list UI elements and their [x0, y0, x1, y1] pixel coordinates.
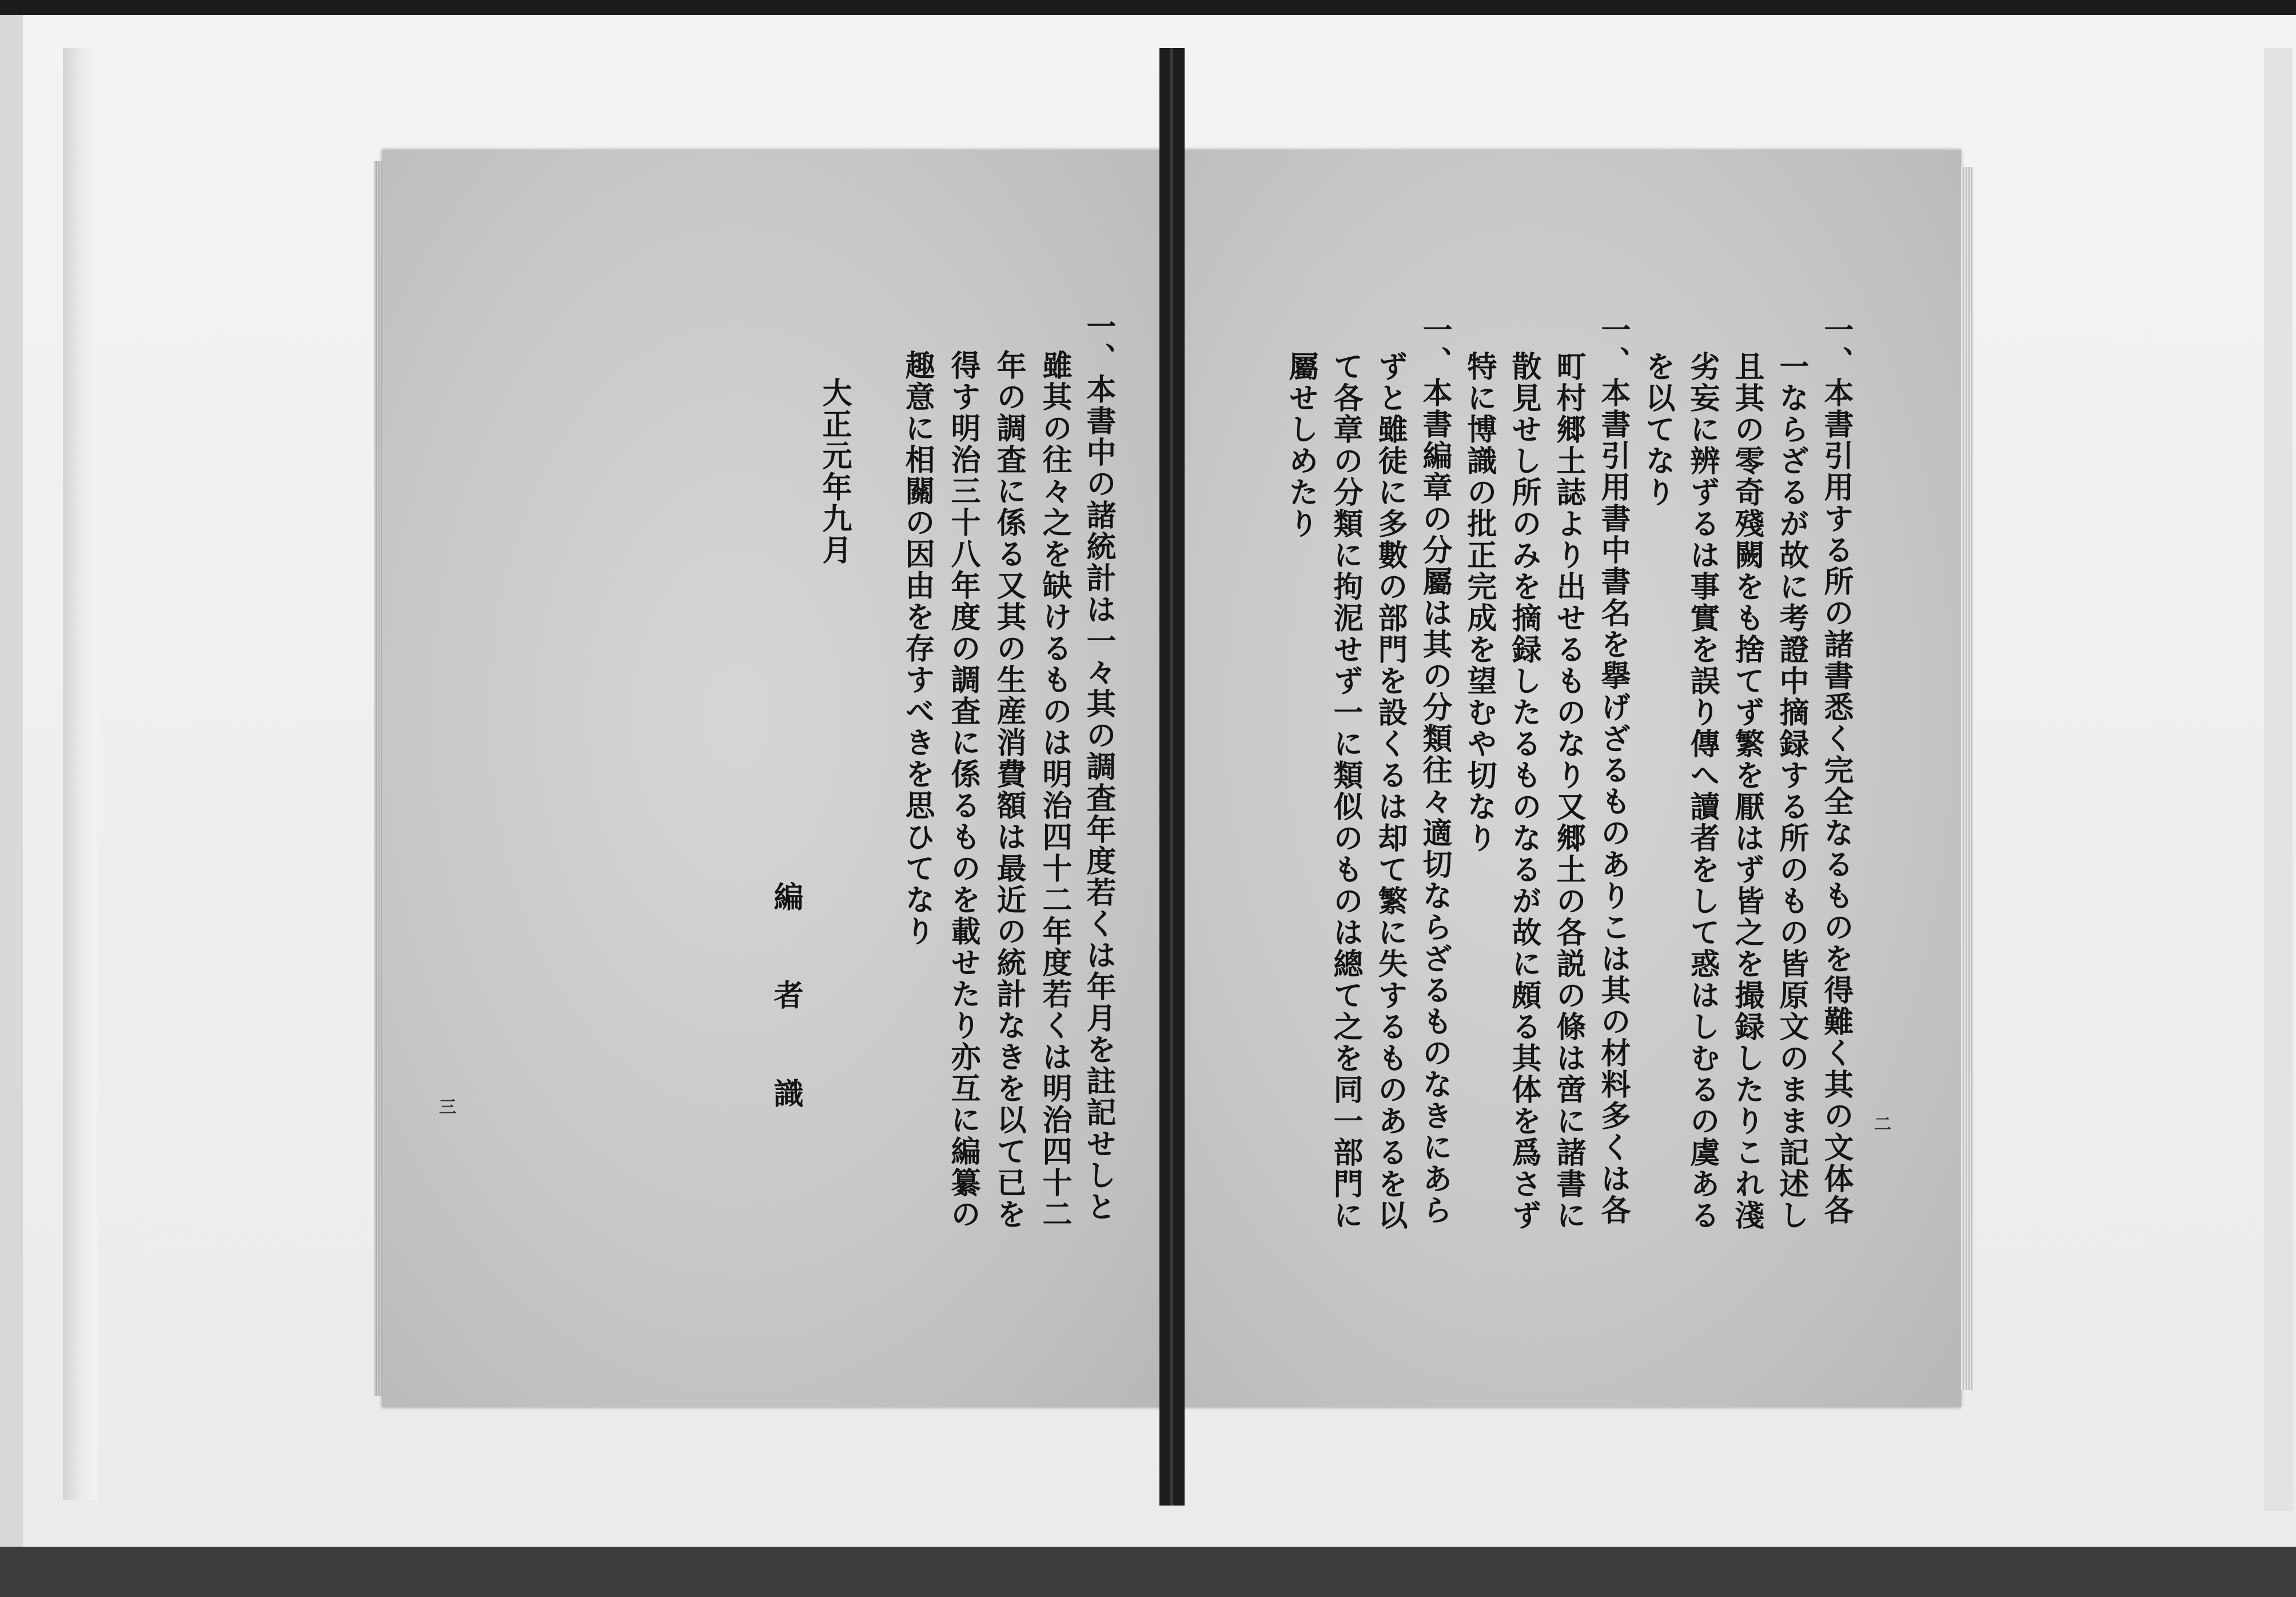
left-col-3: 年の調査に係る又其の生産消費額は最近の統計なきを以て已を	[991, 350, 1026, 1230]
right-col-11: ずと雖徒に多數の部門を設くるは却て繁に失するものあるを以	[1373, 351, 1408, 1231]
right-col-9: 特に博識の批正完成を望むや切なり	[1462, 351, 1497, 854]
left-col-5: 趣意に相關の因由を存すべきを思ひてなり	[900, 350, 935, 947]
scanner-top-strip	[0, 0, 2296, 15]
right-col-8: 散見せし所のみを摘録したるものなるが故に頗る其体を爲さず	[1506, 351, 1541, 1231]
date-line: 大正元年九月	[817, 377, 852, 566]
right-col-4: 劣妄に辨ずるは事實を誤り傳へ讀者をして惑はしむるの虞ある	[1685, 351, 1720, 1231]
right-col-13: 屬せしめたり	[1283, 351, 1318, 540]
scanner-edge-right	[2264, 48, 2293, 1511]
left-page	[382, 150, 1171, 1407]
right-col-5: を以てなり	[1640, 351, 1675, 508]
scanner-edge-left	[63, 48, 97, 1500]
right-col-10: 一、本書編章の分屬は其の分類往々適切ならざるものなきにあら	[1417, 314, 1452, 1226]
right-col-1: 一、本書引用する所の諸書悉く完全なるものを得難く其の文体各	[1819, 314, 1853, 1226]
left-col-1: 一、本書中の諸統計は一々其の調査年度若くは年月を註記せしと	[1081, 311, 1116, 1223]
right-page	[1178, 150, 1961, 1407]
scanner-bottom-strip	[0, 1547, 2296, 1597]
page-number-left: 三	[439, 1097, 456, 1117]
right-col-7: 町村郷土誌より出せるものなり又郷土の各説の條は啻に諸書に	[1551, 351, 1586, 1231]
editor-signature: 編者識	[768, 881, 803, 1176]
left-col-2: 雖其の往々之を缺けるものは明治四十二年度若くは明治四十二	[1037, 350, 1072, 1230]
book-binding	[1159, 48, 1185, 1506]
right-col-2: 一ならざるが故に考證中摘録する所のもの皆原文のまま記述し	[1774, 351, 1809, 1231]
right-col-6: 一、本書引用書中書名を擧げざるものありこは其の材料多くは各	[1596, 314, 1631, 1226]
left-col-4: 得す明治三十八年度の調査に係るものを載せたり亦互に編纂の	[946, 350, 980, 1230]
right-col-12: て各章の分類に拘泥せず一に類似のものは總て之を同一部門に	[1328, 351, 1363, 1231]
right-col-3: 且其の零奇殘闕をも捨てず繁を厭はず皆之を撮録したりこれ淺	[1729, 351, 1764, 1231]
page-number-right: 二	[1874, 1115, 1891, 1135]
